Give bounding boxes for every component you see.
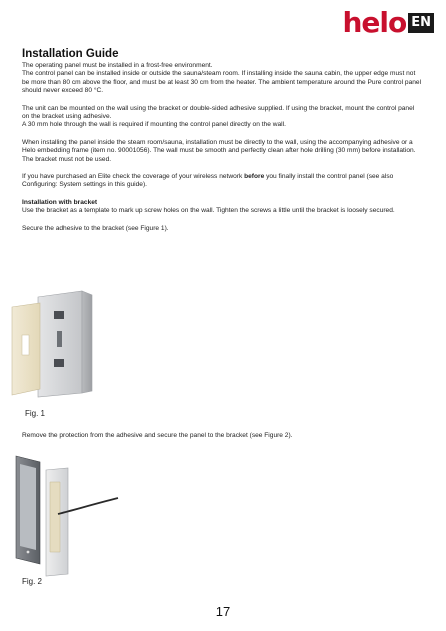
figure-2-caption: Fig. 2 bbox=[22, 577, 43, 586]
main-content bbox=[22, 48, 422, 233]
placement-text: The control panel can be installed inside or outside the sauna/steam room. If installing inside the sauna cabin, the upper edge must not be more than 80 cm above the floor, and must be at least 30 cm from the heater. The ambient temperature around the Pure control panel should never exceed 80 °C. bbox=[22, 70, 422, 95]
bracket-heading: Installation with bracket bbox=[22, 198, 98, 206]
helo-logo bbox=[342, 8, 434, 38]
protection-paragraph: Remove the protection from the adhesive and secure the panel to the bracket (see Figure 2). bbox=[22, 432, 293, 439]
steam-room-paragraph: When installing the panel inside the steam room/sauna, installation must be directly to the wall, using the accompanying adhesive or a Helo embedding frame (item no. 90001056). The wall must be smooth and perfectly clean after hole drilling (30 mm) before installation. The bracket must not be used. bbox=[22, 138, 416, 163]
adhesive-paragraph: Secure the adhesive to the bracket (see Figure 1). bbox=[22, 224, 169, 232]
frost-paragraph bbox=[22, 62, 422, 96]
bracket-paragraph: Use the bracket as a template to mark up screw holes on the wall. Tighten the screws a little until the bracket is loosely secured. bbox=[22, 207, 395, 215]
logo-wordmark: helo bbox=[342, 6, 407, 39]
elite-text-post: you finally install the control panel (see also Configuring: System settings in this guide). bbox=[22, 173, 394, 189]
language-badge: EN bbox=[408, 13, 434, 33]
elite-text-pre: If you have purchased an Elite check the coverage of your wireless network bbox=[22, 173, 245, 181]
figure-1-image bbox=[10, 285, 130, 410]
elite-paragraph bbox=[22, 173, 422, 190]
mounting-paragraph bbox=[22, 105, 422, 130]
figure-1-caption: Fig. 1 bbox=[25, 409, 46, 418]
page-number: 17 bbox=[215, 604, 231, 619]
elite-text-bold: before bbox=[244, 173, 265, 181]
page-title: Installation Guide bbox=[22, 48, 119, 60]
hole-text: A 30 mm hole through the wall is required if mounting the control panel directly on the wall. bbox=[22, 121, 286, 129]
mounting-text: The unit can be mounted on the wall using the bracket or double-sided adhesive supplied. If using the bracket, mount the control panel on the bracket using adhesive. bbox=[22, 104, 415, 121]
frost-line: The operating panel must be installed in a frost-free environment. bbox=[22, 62, 213, 69]
figure-2-image bbox=[14, 452, 120, 577]
